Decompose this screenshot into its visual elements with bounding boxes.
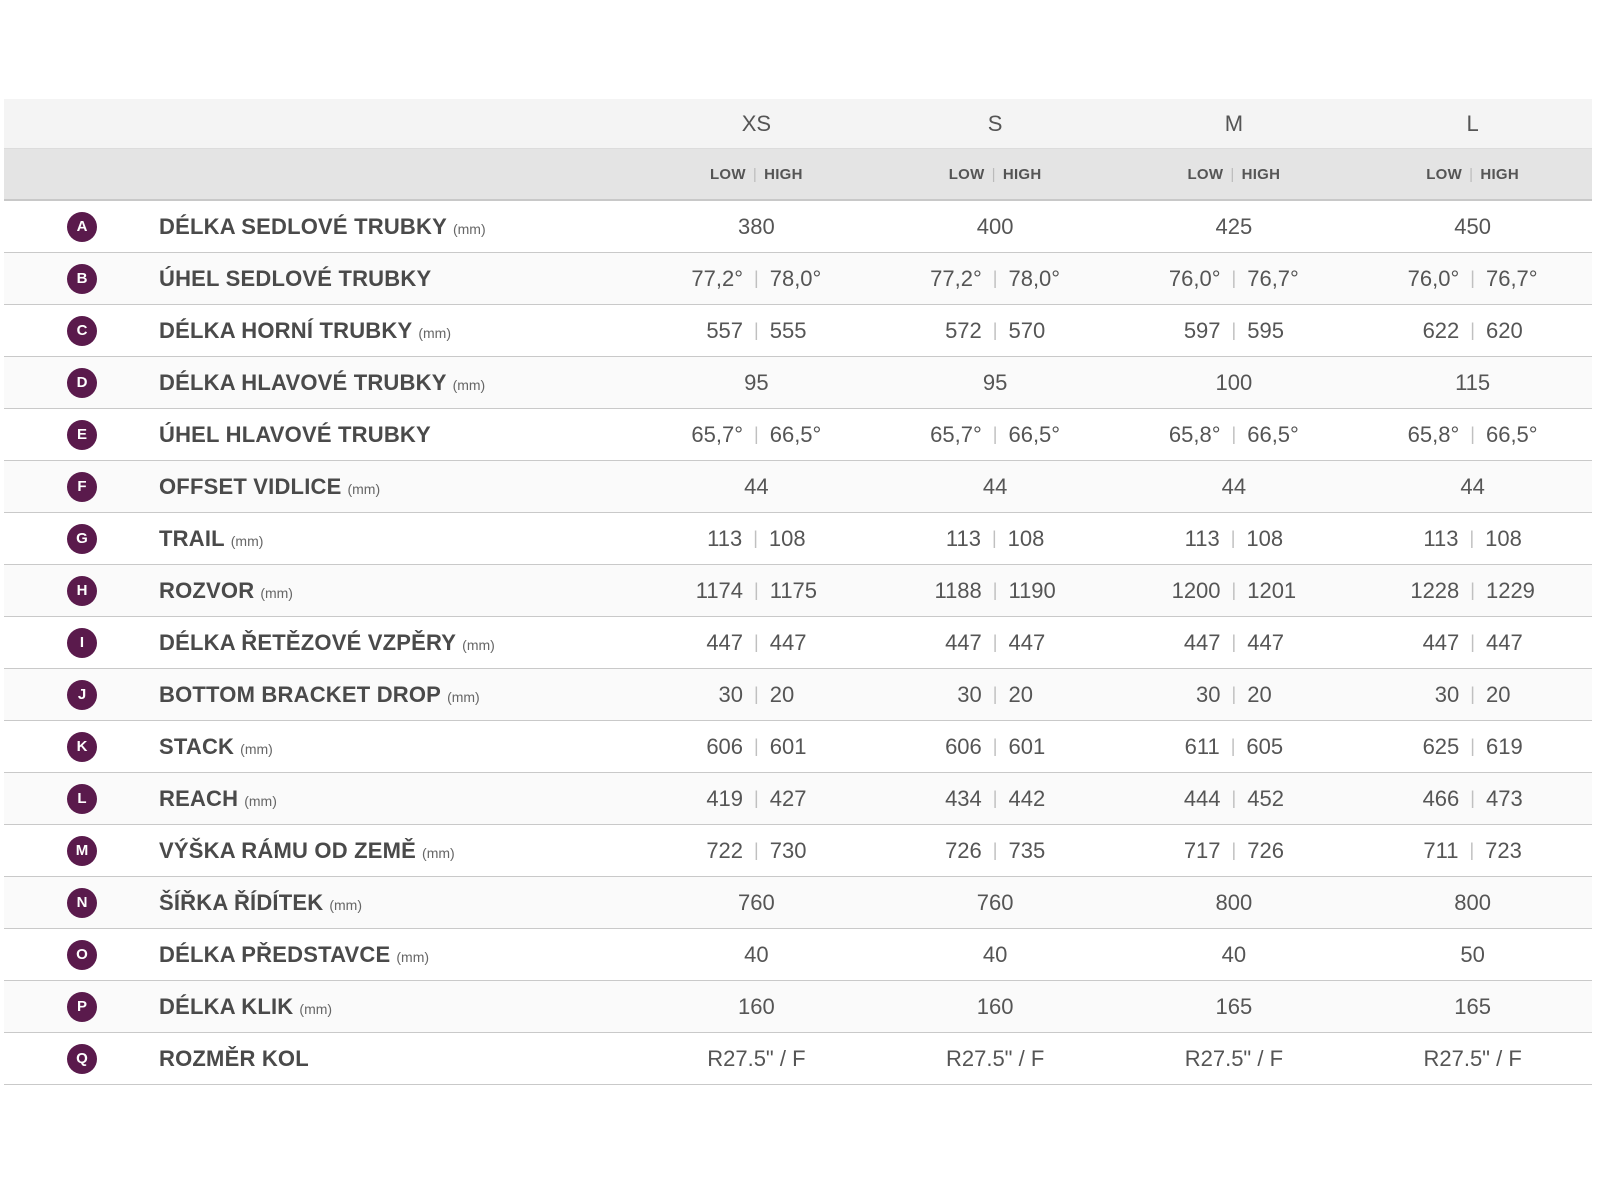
value-cell: 434 | 442 <box>945 785 1046 811</box>
single-value: 160 <box>738 993 775 1019</box>
high-value: 20 <box>1485 681 1511 707</box>
low-value: 444 <box>1183 785 1221 811</box>
row-letter-badge: L <box>67 784 97 814</box>
row-label: DÉLKA SEDLOVÉ TRUBKY <box>159 213 447 239</box>
high-value: 447 <box>1008 629 1046 655</box>
low-value: 419 <box>706 785 744 811</box>
value-cell: 30 | 20 <box>1434 681 1511 707</box>
single-value: R27.5" / F <box>707 1045 806 1071</box>
row-letter-badge: I <box>67 628 97 658</box>
low-value: 1228 <box>1410 577 1460 603</box>
single-value: 40 <box>744 941 769 967</box>
high-value: 447 <box>1485 629 1523 655</box>
value-cell <box>637 1046 876 1072</box>
low-value: 572 <box>945 317 982 343</box>
row-letter-badge: E <box>67 420 97 450</box>
single-value: 400 <box>976 213 1014 239</box>
row-label: DÉLKA HORNÍ TRUBKY <box>159 317 413 343</box>
high-value: 620 <box>1485 317 1523 343</box>
value-cell: 77,2° | 78,0° <box>930 265 1061 291</box>
size-name: XS <box>741 110 772 136</box>
value-cell: 717 | 726 <box>1183 837 1284 863</box>
high-value: 108 <box>1007 525 1045 551</box>
value-cell: 65,8° | 66,5° <box>1168 421 1299 447</box>
low-value: 447 <box>706 629 744 655</box>
row-label: DÉLKA ŘETĚZOVÉ VZPĚRY <box>159 629 457 655</box>
high-value: 78,0° <box>769 265 822 291</box>
high-value: 619 <box>1485 733 1523 759</box>
high-value: 473 <box>1485 785 1523 811</box>
row-unit: (mm) <box>240 740 273 757</box>
table-row <box>4 825 1592 877</box>
high-value: 78,0° <box>1008 265 1061 291</box>
value-cell: 30 | 20 <box>1196 681 1272 707</box>
row-unit: (mm) <box>244 792 277 809</box>
single-value: R27.5" / F <box>1184 1045 1284 1071</box>
low-value: 113 <box>1423 525 1459 551</box>
value-cell <box>876 474 1115 500</box>
high-label: HIGH <box>1241 165 1281 183</box>
single-value: 44 <box>744 473 769 499</box>
high-value: 20 <box>769 681 795 707</box>
low-value: 447 <box>1422 629 1460 655</box>
single-value: 380 <box>738 213 775 239</box>
row-letter-badge: K <box>67 732 97 762</box>
single-value: 760 <box>976 889 1014 915</box>
high-value: 66,5° <box>1247 421 1299 447</box>
value-cell: 622 | 620 <box>1422 317 1523 343</box>
value-cell: 77,2° | 78,0° <box>691 265 822 291</box>
high-value: 427 <box>769 785 807 811</box>
row-letter-badge: J <box>67 680 97 710</box>
single-value: 425 <box>1215 213 1253 239</box>
table-body <box>4 201 1592 1085</box>
single-value: 800 <box>1454 889 1491 915</box>
high-value: 20 <box>1247 681 1272 707</box>
size-name: L <box>1466 110 1479 136</box>
row-unit: (mm) <box>347 480 381 497</box>
row-label: ÚHEL SEDLOVÉ TRUBKY <box>159 265 432 291</box>
value-cell: 447 | 447 <box>1183 629 1284 655</box>
value-cell: 113 | 108 <box>707 525 806 551</box>
value-cell <box>1353 890 1592 916</box>
row-label: BOTTOM BRACKET DROP <box>159 681 442 707</box>
value-cell: 76,0° | 76,7° <box>1168 265 1299 291</box>
table-row <box>4 357 1592 409</box>
value-cell: 711 | 723 <box>1423 837 1522 863</box>
low-value: 722 <box>706 837 744 863</box>
value-cell: 572 | 570 <box>945 317 1046 343</box>
value-cell: 65,8° | 66,5° <box>1407 421 1538 447</box>
high-value: 108 <box>768 525 806 551</box>
low-value: 77,2° <box>930 265 982 291</box>
table-row <box>4 201 1592 253</box>
value-cell <box>1353 214 1592 240</box>
low-value: 30 <box>718 681 744 707</box>
high-value: 601 <box>769 733 807 759</box>
size-header-s <box>876 99 1115 148</box>
row-label: ÚHEL HLAVOVÉ TRUBKY <box>159 421 431 447</box>
row-letter-badge: F <box>67 472 97 502</box>
value-cell: 611 | 605 <box>1184 733 1284 759</box>
single-value: 44 <box>1221 473 1247 499</box>
value-cell: 726 | 735 <box>945 837 1046 863</box>
single-value: 95 <box>744 369 769 395</box>
table-row <box>4 565 1592 617</box>
low-value: 606 <box>945 733 982 759</box>
value-cell: 447 | 447 <box>706 629 807 655</box>
row-label: ROZMĚR KOL <box>159 1045 309 1071</box>
row-label: DÉLKA KLIK <box>159 993 294 1019</box>
size-header-xs <box>637 99 876 148</box>
table-row <box>4 461 1592 513</box>
row-label: DÉLKA PŘEDSTAVCE <box>159 941 391 967</box>
low-value: 466 <box>1422 785 1460 811</box>
row-label: TRAIL <box>159 525 225 551</box>
value-cell: 557 | 555 <box>706 317 807 343</box>
value-cell <box>876 1046 1115 1072</box>
table-row <box>4 409 1592 461</box>
row-unit: (mm) <box>452 376 486 393</box>
row-unit: (mm) <box>447 688 480 705</box>
value-cell <box>876 994 1115 1020</box>
value-cell: 625 | 619 <box>1422 733 1523 759</box>
high-value: 1229 <box>1485 577 1535 603</box>
row-letter-badge: A <box>67 212 97 242</box>
low-value: 65,8° <box>1407 421 1460 447</box>
low-high-s: LOW | HIGH <box>948 165 1042 183</box>
low-value: 65,8° <box>1168 421 1221 447</box>
value-cell <box>1115 994 1354 1020</box>
row-unit: (mm) <box>462 636 495 653</box>
row-letter-badge: D <box>67 368 97 398</box>
table-row <box>4 617 1592 669</box>
value-cell <box>1353 942 1592 968</box>
value-cell: 76,0° | 76,7° <box>1407 265 1538 291</box>
low-value: 625 <box>1422 733 1460 759</box>
low-value: 597 <box>1183 317 1221 343</box>
row-unit: (mm) <box>260 584 293 601</box>
value-cell: 447 | 447 <box>1422 629 1523 655</box>
single-value: 115 <box>1455 369 1491 395</box>
table-row <box>4 877 1592 929</box>
value-cell <box>876 370 1115 396</box>
value-cell: 30 | 20 <box>957 681 1033 707</box>
low-value: 1200 <box>1171 577 1221 603</box>
value-cell <box>876 214 1115 240</box>
high-value: 20 <box>1008 681 1033 707</box>
high-value: 1175 <box>769 577 818 603</box>
row-letter-badge: Q <box>67 1044 97 1074</box>
single-value: 95 <box>982 369 1008 395</box>
low-value: 30 <box>1434 681 1460 707</box>
high-value: 726 <box>1247 837 1284 863</box>
high-value: 1201 <box>1247 577 1297 603</box>
single-value: 165 <box>1215 993 1253 1019</box>
value-cell: 597 | 595 <box>1183 317 1284 343</box>
value-cell: 722 | 730 <box>706 837 807 863</box>
value-cell <box>1353 474 1592 500</box>
value-cell: 113 | 108 <box>1423 525 1522 551</box>
row-unit: (mm) <box>418 324 451 341</box>
high-label: HIGH <box>1002 165 1042 183</box>
single-value: R27.5" / F <box>1423 1045 1522 1071</box>
low-value: 717 <box>1183 837 1221 863</box>
high-value: 66,5° <box>1008 421 1061 447</box>
value-cell <box>1115 214 1354 240</box>
low-value: 447 <box>945 629 982 655</box>
low-label: LOW <box>948 165 985 183</box>
row-unit: (mm) <box>422 844 455 861</box>
value-cell <box>1115 1046 1354 1072</box>
value-cell <box>1115 370 1354 396</box>
value-cell: 113 | 108 <box>1184 525 1284 551</box>
value-cell: 606 | 601 <box>706 733 807 759</box>
low-value: 711 <box>1423 837 1459 863</box>
low-value: 113 <box>1184 525 1220 551</box>
size-header-row <box>4 99 1592 149</box>
value-cell: 419 | 427 <box>706 785 807 811</box>
low-value: 65,7° <box>691 421 744 447</box>
table-row <box>4 929 1592 981</box>
single-value: 50 <box>1460 941 1485 967</box>
table-row <box>4 773 1592 825</box>
high-value: 723 <box>1485 837 1522 863</box>
size-header-l <box>1353 99 1592 148</box>
single-value: 165 <box>1454 993 1491 1019</box>
value-cell <box>637 942 876 968</box>
low-value: 113 <box>945 525 981 551</box>
high-label: HIGH <box>764 165 803 183</box>
low-high-l: LOW | HIGH <box>1426 165 1520 183</box>
value-cell: 466 | 473 <box>1422 785 1523 811</box>
table-row <box>4 669 1592 721</box>
single-value: 44 <box>1460 473 1485 499</box>
row-label: ROZVOR <box>159 577 255 603</box>
value-cell: 1228 | 1229 <box>1410 577 1535 603</box>
row-label: OFFSET VIDLICE <box>159 473 342 499</box>
high-value: 735 <box>1008 837 1046 863</box>
value-cell <box>1115 942 1354 968</box>
single-value: 160 <box>976 993 1014 1019</box>
single-value: 450 <box>1454 213 1491 239</box>
row-unit: (mm) <box>329 896 363 913</box>
table-row <box>4 1033 1592 1085</box>
low-value: 447 <box>1183 629 1221 655</box>
row-letter-badge: H <box>67 576 97 606</box>
row-label: DÉLKA HLAVOVÉ TRUBKY <box>159 369 447 395</box>
row-unit: (mm) <box>299 1000 333 1017</box>
value-cell <box>637 994 876 1020</box>
single-value: 44 <box>982 473 1008 499</box>
value-cell: 113 | 108 <box>945 525 1045 551</box>
value-cell <box>1353 370 1592 396</box>
value-cell: 444 | 452 <box>1183 785 1284 811</box>
high-value: 605 <box>1246 733 1284 759</box>
row-letter-badge: O <box>67 940 97 970</box>
value-cell <box>876 890 1115 916</box>
low-value: 611 <box>1184 733 1220 759</box>
low-high-header-row <box>4 149 1592 201</box>
row-letter-badge: P <box>67 992 97 1022</box>
single-value: 40 <box>982 941 1008 967</box>
low-value: 30 <box>1196 681 1221 707</box>
low-value: 606 <box>706 733 744 759</box>
low-value: 434 <box>945 785 982 811</box>
size-name: S <box>987 110 1003 136</box>
table-row <box>4 981 1592 1033</box>
high-value: 730 <box>769 837 807 863</box>
table-row <box>4 513 1592 565</box>
low-value: 1188 <box>934 577 982 603</box>
value-cell <box>1353 1046 1592 1072</box>
low-value: 76,0° <box>1407 265 1460 291</box>
high-value: 555 <box>769 317 807 343</box>
value-cell <box>1115 890 1354 916</box>
row-letter-badge: M <box>67 836 97 866</box>
value-cell <box>637 214 876 240</box>
value-cell: 65,7° | 66,5° <box>691 421 822 447</box>
row-unit: (mm) <box>230 532 264 549</box>
geometry-table <box>4 99 1592 1085</box>
size-header-m <box>1115 99 1354 148</box>
high-value: 442 <box>1008 785 1046 811</box>
low-value: 30 <box>957 681 982 707</box>
single-value: R27.5" / F <box>945 1045 1045 1071</box>
high-value: 66,5° <box>1485 421 1538 447</box>
low-label: LOW <box>709 165 746 183</box>
high-value: 570 <box>1008 317 1046 343</box>
high-value: 595 <box>1247 317 1284 343</box>
row-letter-badge: N <box>67 888 97 918</box>
row-letter-badge: B <box>67 264 97 294</box>
row-label: ŠÍŘKA ŘÍDÍTEK <box>159 889 324 915</box>
single-value: 760 <box>738 889 775 915</box>
low-value: 622 <box>1422 317 1460 343</box>
low-high-m: LOW | HIGH <box>1187 165 1281 183</box>
row-letter-badge: C <box>67 316 97 346</box>
table-row <box>4 721 1592 773</box>
value-cell: 30 | 20 <box>718 681 795 707</box>
high-value: 447 <box>1247 629 1284 655</box>
value-cell <box>1353 994 1592 1020</box>
value-cell <box>876 942 1115 968</box>
value-cell: 447 | 447 <box>945 629 1046 655</box>
value-cell: 606 | 601 <box>945 733 1046 759</box>
value-cell: 1200 | 1201 <box>1171 577 1297 603</box>
high-value: 601 <box>1008 733 1046 759</box>
high-value: 1190 <box>1008 577 1056 603</box>
size-name: M <box>1224 110 1244 136</box>
high-value: 76,7° <box>1485 265 1538 291</box>
low-value: 557 <box>706 317 744 343</box>
low-value: 65,7° <box>930 421 982 447</box>
row-label: REACH <box>159 785 239 811</box>
table-row <box>4 305 1592 357</box>
single-value: 100 <box>1215 369 1253 395</box>
value-cell: 65,7° | 66,5° <box>930 421 1061 447</box>
high-label: HIGH <box>1480 165 1520 183</box>
high-value: 76,7° <box>1247 265 1299 291</box>
low-label: LOW <box>1426 165 1463 183</box>
high-value: 108 <box>1246 525 1284 551</box>
high-value: 108 <box>1485 525 1522 551</box>
single-value: 800 <box>1215 889 1253 915</box>
low-high-xs: LOW | HIGH <box>709 165 803 183</box>
value-cell <box>637 474 876 500</box>
row-label: VÝŠKA RÁMU OD ZEMĚ <box>159 837 417 863</box>
row-unit: (mm) <box>452 220 486 237</box>
value-cell <box>637 370 876 396</box>
low-value: 1174 <box>695 577 744 603</box>
row-letter-badge: G <box>67 524 97 554</box>
high-value: 452 <box>1247 785 1284 811</box>
value-cell <box>1115 474 1354 500</box>
value-cell: 1174 | 1175 <box>695 577 818 603</box>
value-cell: 1188 | 1190 <box>934 577 1056 603</box>
low-value: 726 <box>945 837 982 863</box>
high-value: 447 <box>769 629 807 655</box>
low-value: 76,0° <box>1168 265 1221 291</box>
value-cell <box>637 890 876 916</box>
row-unit: (mm) <box>396 948 430 965</box>
row-label: STACK <box>159 733 235 759</box>
table-row <box>4 253 1592 305</box>
low-label: LOW <box>1187 165 1224 183</box>
low-value: 77,2° <box>691 265 744 291</box>
single-value: 40 <box>1221 941 1247 967</box>
high-value: 66,5° <box>769 421 822 447</box>
low-value: 113 <box>707 525 743 551</box>
